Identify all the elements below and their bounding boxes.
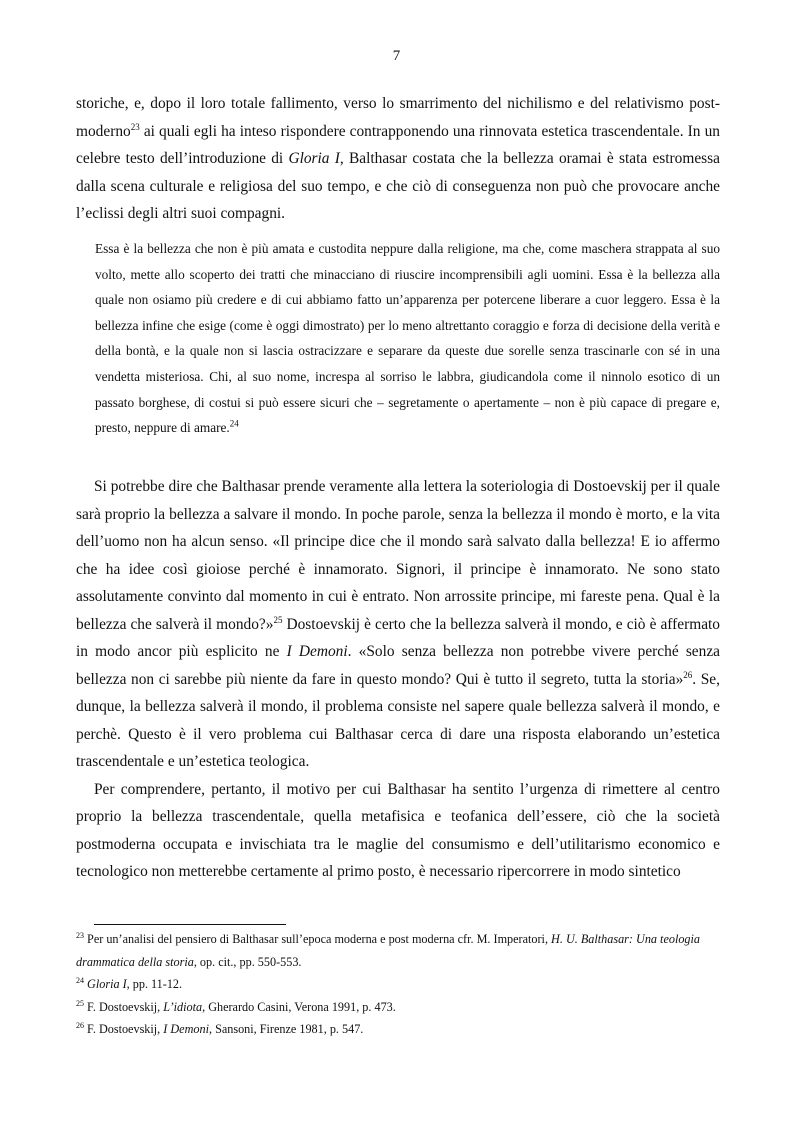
book-title: Gloria I	[288, 150, 340, 167]
footnote-separator	[94, 924, 286, 925]
footnote-24: $^{24}$ Gloria I, pp. 11-12.	[76, 975, 183, 991]
footnote-25: $^{25}$ F. Dostoevskij, L’idiota, Gherardo Casini, Verona 1991, p. 473.	[76, 998, 396, 1014]
footnotes	[76, 928, 720, 1041]
paragraph-1: storiche, e, dopo il loro totale fallimento, verso lo smarrimento del nichilismo e del relativismo post-moderno$^{23}$ ai quali egli ha inteso rispondere contrapponendo una rinnovata estetica trascendentale. In un celebre testo dell’introduzione di Gloria I, Balthasar costata che la bellezza oramai è stata estromessa dalla scena culturale e religiosa del suo tempo, e che ciò di conseguenza non può che provocare anche l’eclissi degli altri suoi compagni.	[76, 95, 720, 222]
footnote-ref-25[interactable]: 25	[273, 614, 283, 625]
footnote-ref-26[interactable]: 26	[683, 669, 693, 680]
book-title: I Demoni	[286, 643, 348, 660]
footnote-26: $^{26}$ F. Dostoevskij, I Demoni, Sansoni, Firenze 1981, p. 547.	[76, 1020, 364, 1036]
block-quote: Essa è la bellezza che non è più amata e custodita neppure dalla religione, ma che, come maschera strappata al suo volto, mette allo scoperto dei tratti che minacciano di riuscire incomprensibili agli uomini. Essa è la bellezza alla quale non osiamo più credere e di cui abbiamo fatto un’apparenza per potercene liberare a cuor leggero. Essa è la bellezza infine che esige (come è oggi dimostrato) per lo meno altrettanto coraggio e forza di decisione della verità e della bontà, e la quale non si lascia ostracizzare e separare da queste due sorelle senza trascinarle con sé in una vendetta misteriosa. Chi, al suo nome, increspa al sorriso le labbra, giudicandola come il ninnolo esotico di un passato borghese, di costui si può essere sicuri che – segretamente o apertamente – non è più capace di pregare e, presto, neppure di amare.$^{24}$	[95, 241, 720, 436]
main-text-top	[76, 90, 720, 228]
paragraph-2: Si potrebbe dire che Balthasar prende veramente alla lettera la soteriologia di Dostoevskij per il quale sarà proprio la bellezza a salvare il mondo. In poche parole, senza la bellezza il mondo è morto, e la vita dell’uomo non ha alcun senso. «Il principe dice che il mondo sarà salvato dalla bellezza! E io affermo che ha idee così gioiose perché è innamorato. Signori, il principe è innamorato. Ne sono stato assolutamente convinto dal momento in cui è entrato. Non arrossite principe, mi fareste pena. Qual è la bellezza che salverà il mondo?»$^{25}$ Dostoevskij è certo che la bellezza salverà il mondo, e ciò è affermato in modo ancor più esplicito ne I Demoni. «Solo senza bellezza non potrebbe vivere perché senza bellezza non ci sarebbe più niente da fare in questo mondo? Qui è tutto il segreto, tutta la storia»$^{26}$. Se, dunque, la bellezza salverà il mondo, il problema consiste nel sapere quale bellezza salverà il mondo, e perchè. Questo è il vero problema cui Balthasar cerca di dare una risposta elaborando un’estetica trascendentale e un’estetica teologica.	[76, 478, 721, 770]
paragraph-3: Per comprendere, pertanto, il motivo per cui Balthasar ha sentito l’urgenza di rimettere al centro proprio la bellezza trascendentale, quella metafisica e teofanica dell’essere, ciò che la società postmoderna occupata e invischiata tra le maglie del consumismo e dell’utilitarismo economico e tecnologico non metterebbe certamente al primo posto, è necessario ripercorrere in modo sintetico	[76, 780, 720, 880]
footnote-ref-24[interactable]: 24	[229, 418, 239, 429]
page-number: 7	[392, 48, 401, 64]
main-text-bottom	[76, 473, 720, 886]
footnote-ref-23[interactable]: 23	[130, 121, 140, 132]
footnote-23: $^{23}$ Per un’analisi del pensiero di Balthasar sull’epoca moderna e post moderna cfr. M. Imperatori, H. U. Balthasar: Una teologia drammatica della storia, op. cit., pp. 550-553.	[76, 930, 700, 969]
